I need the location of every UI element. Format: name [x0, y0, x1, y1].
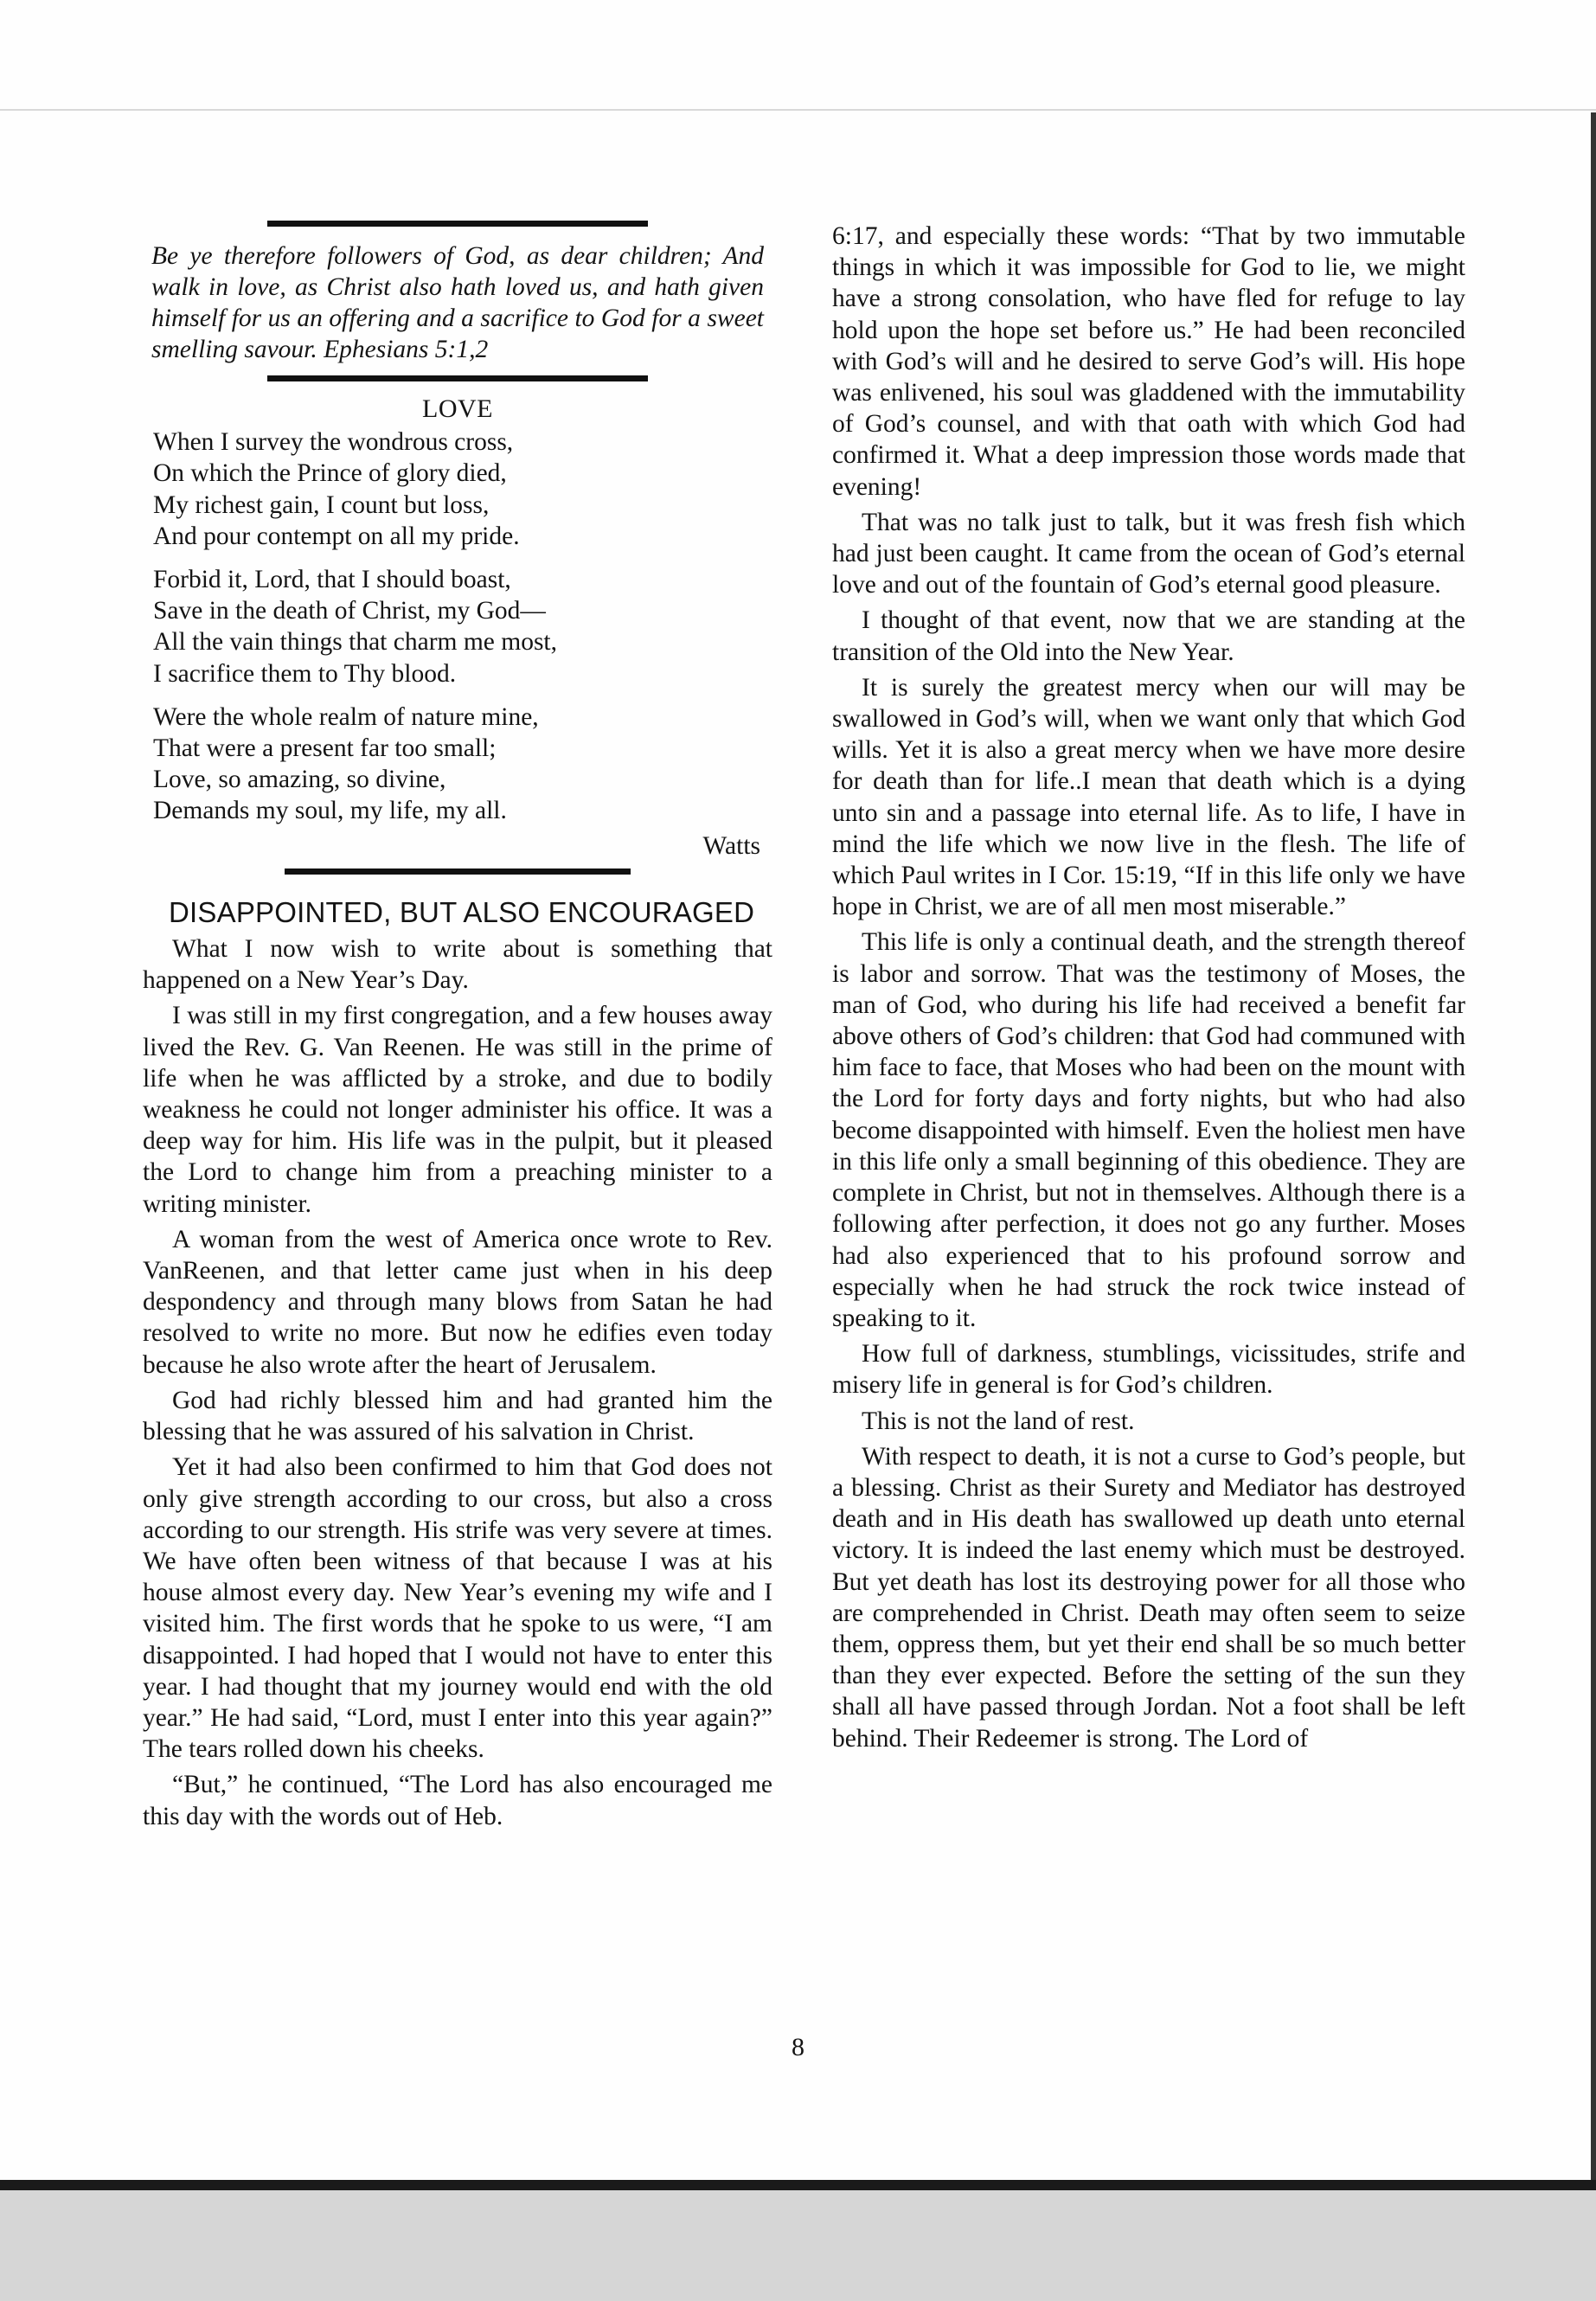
scan-margin — [0, 2180, 1596, 2301]
divider-rule — [267, 221, 648, 227]
article-paragraph: A woman from the west of America once wrote to Rev. VanReenen, and that letter came just when in his deep despondency and through many blows from Satan he had resolved to write no more. But now he edifies even today because he also wrote after the heart of Jerusalem. — [143, 1225, 772, 1379]
poem-line: Love, so amazing, so divine, — [153, 766, 446, 794]
poem-line: Demands my soul, my life, my all. — [153, 797, 507, 825]
article-paragraph: This life is only a continual death, and the strength thereof is labor and sorrow. That was the testimony of Moses, the man of God, who during his life had received a benefit far above others of God’s children: that God had communed with him face to face, that Moses who had been on the mount with the Lord for forty days and forty nights, but who had also become disappointed with himself. Even the holiest men have in this life only a small beginning of this obedience. They are complete in Christ, but not in themselves. Although there is a following after perfection, it does not go any further. Moses had also experienced that to his profound sorrow and especially when he had struck the rock twice instead of speaking to it. — [832, 928, 1465, 1332]
poem-line: Save in the death of Christ, my God— — [153, 597, 546, 625]
article-title: DISAPPOINTED, BUT ALSO ENCOURAGED — [169, 895, 755, 928]
article-paragraph: That was no talk just to talk, but it was fresh fish which had just been caught. It came from the ocean of God’s eternal love and out of the fountain of God’s eternal good pleasure. — [832, 508, 1465, 599]
poem-line: My richest gain, I count but loss, — [153, 490, 490, 519]
poem-line: I sacrifice them to Thy blood. — [153, 659, 457, 688]
article-paragraph: “But,” he continued, “The Lord has also encouraged me this day with the words out of Heb. — [143, 1771, 772, 1830]
poem-line: That were a present far too small; — [153, 734, 497, 763]
article-paragraph: It is surely the greatest mercy when our will may be swallowed in God’s will, when we want only that which God wills. Yet it is also a great mercy when we have more desire for death than for life..I mean that death which is a dying unto sin and a passage into eternal life. As to life, I have in mind the life which we now live in the flesh. The life of which Paul writes in I Cor. 15:19, “If in this life only we have hope in Christ, we are of all men most miserable.” — [832, 673, 1465, 921]
article-paragraph: This is not the land of rest. — [862, 1407, 1135, 1435]
article-paragraph: With respect to death, it is not a curse to God’s people, but a blessing. Christ as their Surety and Mediator has destroyed death and in His death has swallowed up death unto eternal victory. It is indeed the last enemy which must be destroyed. But yet death has lost its destroying power for all those who are comprehended in Christ. Death may often seem to seize them, oppress them, but yet their end shall be so much better than they ever expected. Before the setting of the sun they shall all have passed through Jordan. Not a foot shall be left behind. Their Redeemer is strong. The Lord of — [832, 1442, 1465, 1753]
right-column — [832, 221, 1465, 1754]
article-paragraph: Yet it had also been confirmed to him that God does not only give strength according to our cross, but also a cross according to our strength. His strife was very severe at times. We have often been witness of that because I was at his house almost every day. New Year’s evening my wife and I visited him. The first words that he spoke to us were, “I am disappointed. I had hoped that I would not have to enter this year. I had thought that my journey would end with the old year.” He had said, “Lord, must I enter into this year again?” The tears rolled down his cheeks. — [143, 1453, 772, 1764]
poem-stanza — [153, 564, 772, 689]
poem-line: On which the Prince of glory died, — [153, 459, 507, 488]
article-paragraph: How full of darkness, stumblings, vicissitudes, strife and misery life in general is for God’s children. — [832, 1340, 1465, 1400]
poem-line: Forbid it, Lord, that I should boast, — [153, 566, 511, 594]
poem-line: When I survey the wondrous cross, — [153, 428, 514, 457]
divider-rule — [285, 868, 631, 875]
scan-edge-line — [0, 2180, 1596, 2190]
article-paragraph: 6:17, and especially these words: “That by two immutable things in which it was impossible for God to lie, we might have a strong consolation, who have fled for refuge to lay hold upon the hope set before us.” He had been reconciled with God’s will and he desired to serve God’s will. His hope was enlivened, his soul was gladdened with the immutability of God’s counsel, and with that oath with which God had confirmed it. What a deep impression those words made that evening! — [832, 222, 1465, 501]
poem-line: Were the whole realm of nature mine, — [153, 702, 539, 731]
poem-line: And pour contempt on all my pride. — [153, 522, 520, 550]
article-paragraph: I was still in my first congregation, and a few houses away lived the Rev. G. Van Reenen. He was still in the prime of life when he was afflicted by a stroke, and due to bodily weakness he could not longer administer his office. It was a deep way for him. His life was in the pulpit, but it pleased the Lord to change him from a preaching minister to a writing minister. — [143, 1002, 772, 1218]
article-paragraph: I thought of that event, now that we are standing at the transition of the Old into the New Year. — [832, 606, 1465, 666]
poem-title: LOVE — [422, 394, 493, 423]
article-paragraph: What I now wish to write about is something that happened on a New Year’s Day. — [143, 935, 772, 995]
poem-author: Watts — [702, 831, 760, 860]
poem-line: All the vain things that charm me most, — [153, 628, 558, 657]
poem-stanza — [153, 426, 772, 552]
article-paragraph: God had richly blessed him and had granted him the blessing that he was assured of his salvation in Christ. — [143, 1386, 772, 1446]
left-column — [143, 221, 772, 1832]
poem-stanza — [153, 702, 772, 827]
divider-rule — [267, 375, 648, 381]
page-number: 8 — [792, 2033, 804, 2061]
epigraph: Be ye therefore followers of God, as dear children; And walk in love, as Christ also hath loved us, and hath given himself for us an offering and a sacrifice to God for a sweet smelling savour. Ephesians 5:1,2 — [151, 242, 764, 363]
page-top-edge — [0, 109, 1596, 111]
page-right-edge — [1591, 112, 1596, 2180]
